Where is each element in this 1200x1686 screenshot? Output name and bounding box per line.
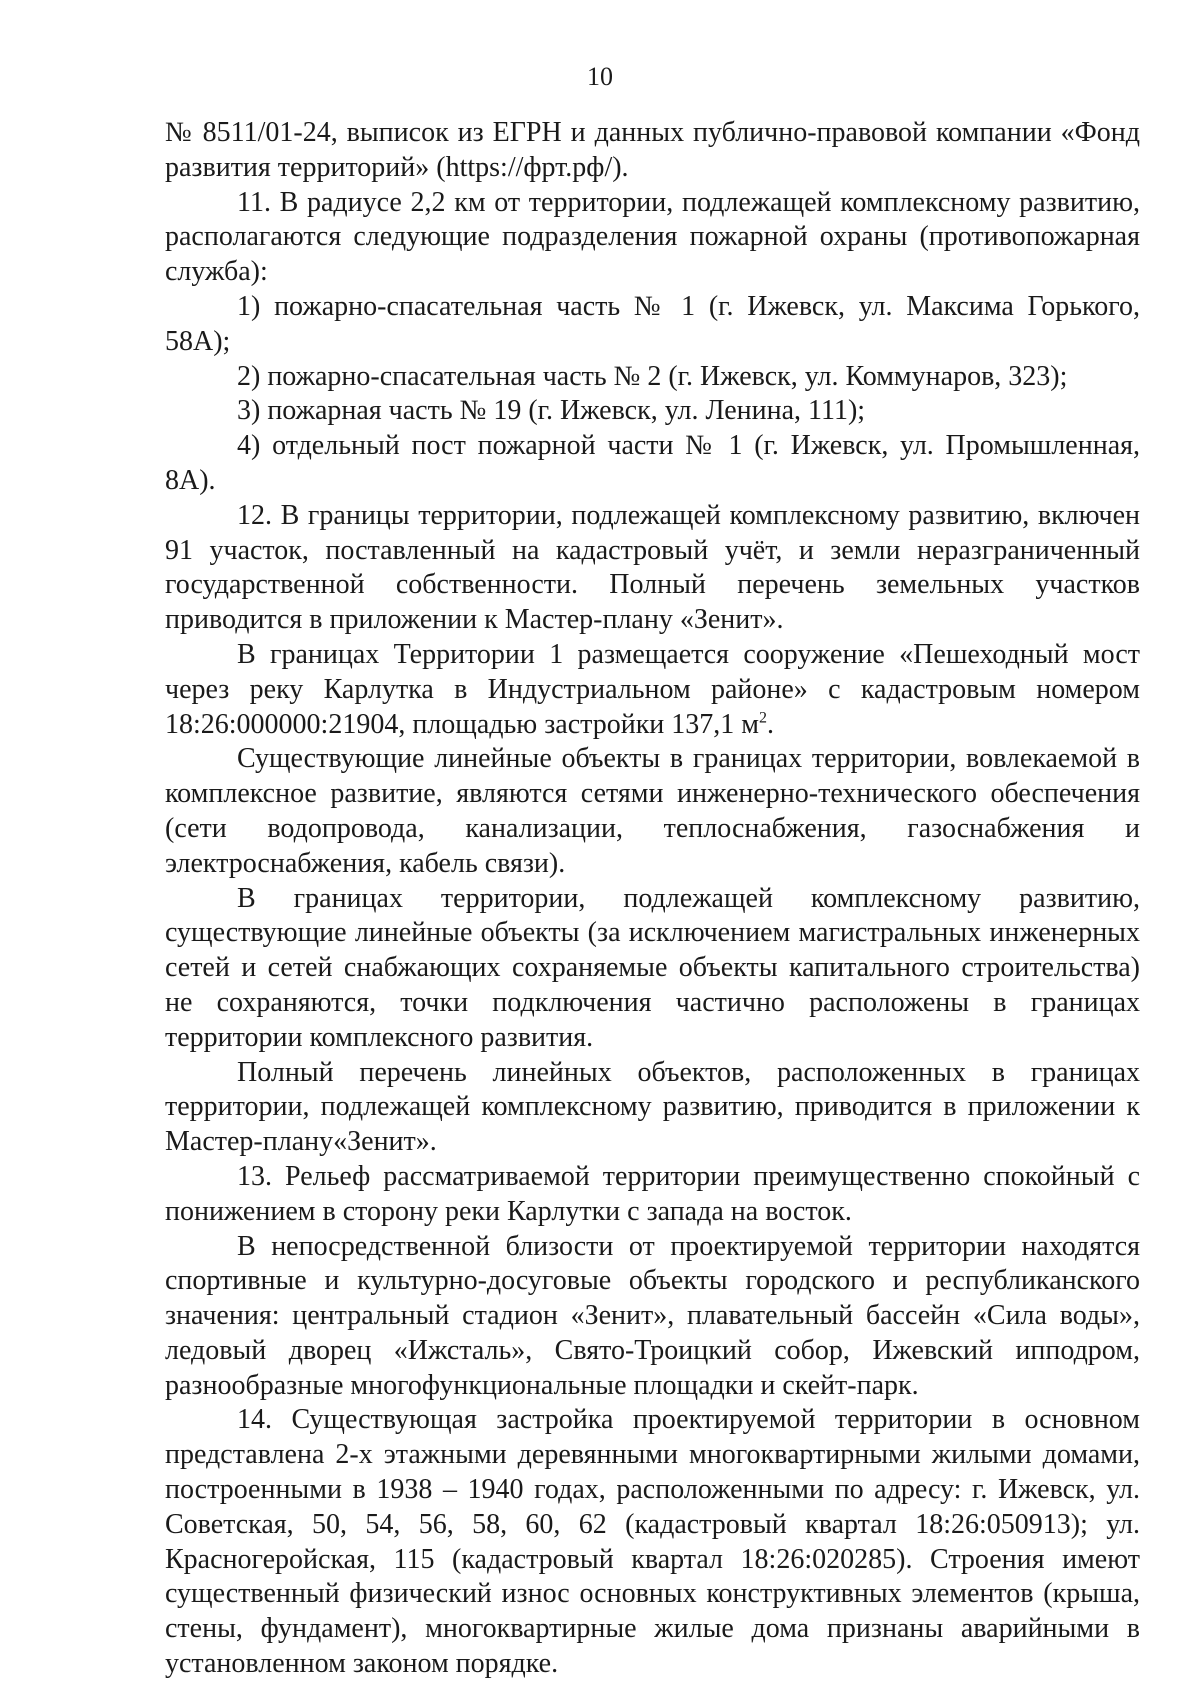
document-body [165, 116, 1140, 1682]
superscript-square: 2 [759, 709, 768, 727]
paragraph-item-13: 13. Рельеф рассматриваемой территории преимущественно спокойный с понижением в сторону реки Карлутки с запада на восток. [165, 1160, 1140, 1227]
paragraph-item-14: 14. Существующая застройка проектируемой территории в основном представлена 2-х этажными деревянными многоквартирными жилыми домами, построенными в 1938 – 1940 годах, расположенными по адресу: г. Ижевск, ул. Советская, 50, 54, 56, 58, 60, 62 (кадастровый квартал 18:26:050913); ул. Красногеройская, 115 (кадастровый квартал 18:26:020285). Строения имеют существенный физический износ основных конструктивных элементов (крыша, стены, фундамент), многоквартирные жилые дома признаны аварийными в установленном законом порядке. [165, 1404, 1140, 1680]
page-number: 10 [587, 62, 613, 91]
paragraph-item-12: 12. В границы территории, подлежащей комплексному развитию, включен 91 участок, поставленный на кадастровый учёт, и земли неразграниченный государственной собственности. Полный перечень земельных участков приводится в приложении к Мастер-плану «Зенит». [165, 499, 1140, 636]
paragraph-bridge-tail: . [767, 708, 775, 740]
paragraph-nearby-objects: В непосредственной близости от проектируемой территории находятся спортивные и культурно-досуговые объекты городского и республиканского значения: центральный стадион «Зенит», плавательный бассейн «Сила воды», ледовый дворец «Ижсталь», Свято-Троицкий собор, Ижевский ипподром, разнообразные многофункциональные площадки и скейт-парк. [165, 1230, 1140, 1401]
paragraph-item-11: 11. В радиусе 2,2 км от территории, подлежащей комплексному развитию, располагаются следующие подразделения пожарной охраны (противопожарная служба): [165, 186, 1140, 288]
paragraph-linear-objects-not-preserved: В границах территории, подлежащей комплексному развитию, существующие линейные объекты (за исключением магистральных инженерных сетей и сетей снабжающих сохраняемые объекты капитального строительства) не сохраняются, точки подключения частично расположены в границах территории комплексного развития. [165, 882, 1140, 1053]
paragraph-linear-objects: Существующие линейные объекты в границах территории, вовлекаемой в комплексное развитие, являются сетями инженерно-технического обеспечения (сети водопровода, канализации, теплоснабжения, газоснабжения и электроснабжения, кабель связи). [165, 743, 1140, 879]
list-item-fire-station-1: 1) пожарно-спасательная часть № 1 (г. Ижевск, ул. Максима Горького, 58А); [165, 290, 1140, 357]
list-item-fire-station-4: 4) отдельный пост пожарной части № 1 (г. Ижевск, ул. Промышленная, 8А). [165, 430, 1140, 496]
list-item-fire-station-3: 3) пожарная часть № 19 (г. Ижевск, ул. Ленина, 111); [237, 395, 866, 427]
paragraph-bridge [165, 638, 1140, 742]
paragraph-linear-objects-list: Полный перечень линейных объектов, расположенных в границах территории, подлежащей комплексному развитию, приводится в приложении к Мастер-плану«Зенит». [165, 1056, 1140, 1158]
paragraph-bridge-text: В границах Территории 1 размещается сооружение «Пешеходный мост через реку Карлутка в Индустриальном районе» с кадастровым номером 18:26:000000:21904, площадью застройки 137,1 м [165, 638, 1140, 740]
paragraph-continuation: № 8511/01-24, выписок из ЕГРН и данных публично-правовой компании «Фонд развития территорий» (https://фрт.рф/). [165, 117, 1140, 183]
list-item-fire-station-2: 2) пожарно-спасательная часть № 2 (г. Ижевск, ул. Коммунаров, 323); [237, 360, 1068, 392]
